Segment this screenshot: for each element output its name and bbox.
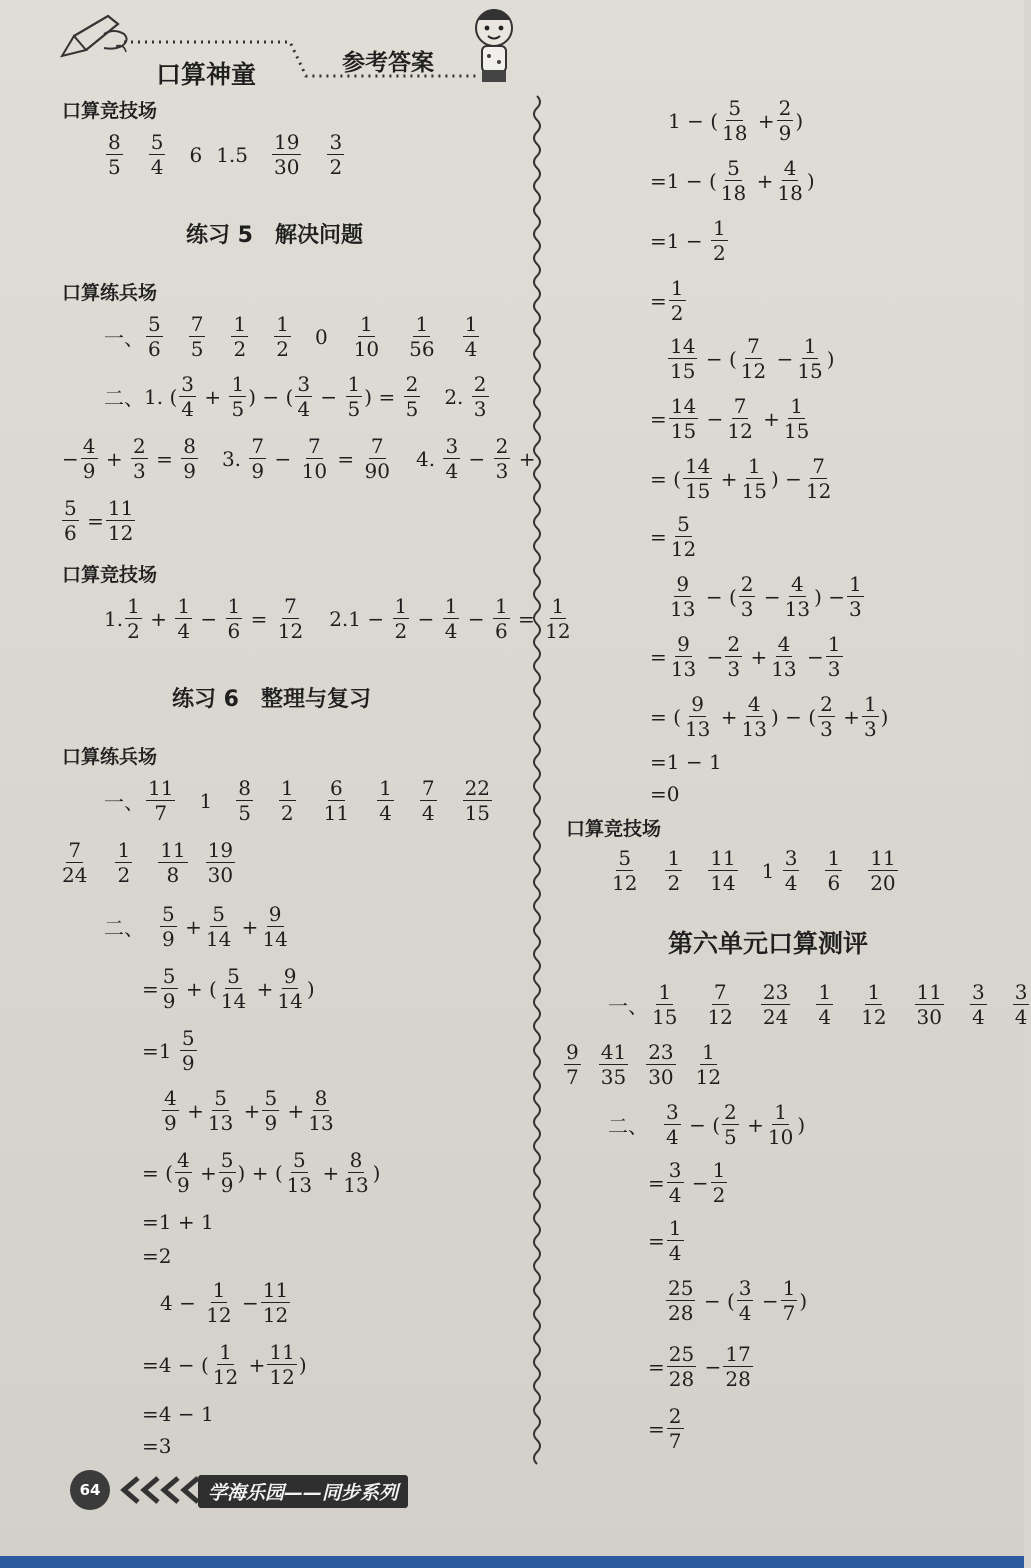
fraction: $\frac{19}{30}$ — [274, 130, 300, 179]
fraction: $\frac{23}{30}$ — [648, 1040, 674, 1089]
fraction: $\frac{11}{12}$ — [262, 1278, 289, 1327]
fraction: $\frac{8}{5}$ — [108, 130, 121, 179]
fraction: $\frac{4}{13}$ — [771, 632, 797, 681]
answer-line — [58, 840, 237, 885]
fraction: $\frac{4}{9}$ — [82, 434, 96, 483]
fraction: $\frac{1}{12}$ — [212, 1340, 239, 1389]
fraction: $\frac{1}{4}$ — [668, 1216, 682, 1265]
answer-line: 二、 1. ( $\frac{3}{4}$ + $\frac{1}{5}$ ) − ( $\frac{3}{4}$ − $\frac{1}{5}$ ) = $\frac{2}{5}$ 2. $\frac{2}{3}$ — [104, 372, 487, 421]
answer-line: $\frac{5}{6}$ = $\frac{11}{12}$ — [64, 496, 134, 545]
header-answers-title: 参考答案 — [342, 50, 434, 76]
fraction: $\frac{5}{9}$ — [264, 1086, 278, 1135]
fraction: $\frac{1}{2}$ — [667, 846, 681, 895]
fraction: $\frac{7}{4}$ — [421, 776, 435, 825]
fraction: $\frac{2}{3}$ — [820, 692, 833, 741]
fraction: $\frac{1}{6}$ — [494, 594, 508, 643]
answer-line: =2 — [142, 1244, 172, 1268]
fraction: $\frac{7}{12}$ — [805, 454, 832, 503]
fraction: $\frac{1}{4}$ — [818, 980, 832, 1029]
answer-line: 二、 $\frac{3}{4}$ − ( $\frac{2}{5}$ + $\frac{1}{10}$ ) — [608, 1100, 806, 1149]
fraction: $\frac{1}{2}$ — [233, 312, 247, 361]
fraction: $\frac{7}{12}$ — [727, 394, 753, 443]
answer-line: = ( $\frac{9}{13}$ + $\frac{4}{13}$ ) − ( $\frac{2}{3}$ + $\frac{1}{3}$ ) — [650, 692, 889, 741]
fraction: $\frac{5}{18}$ — [720, 156, 747, 205]
fraction: $\frac{3}{4}$ — [784, 846, 798, 895]
fraction: $\frac{7}{5}$ — [190, 312, 204, 361]
fraction: $\frac{25}{28}$ — [668, 1276, 694, 1325]
fraction: $\frac{9}{13}$ — [684, 692, 711, 741]
fraction: $\frac{11}{20}$ — [870, 846, 896, 895]
fraction: $\frac{1}{15}$ — [652, 980, 678, 1029]
fraction: $\frac{3}{4}$ — [738, 1276, 752, 1325]
answer-line: =1 + 1 — [142, 1210, 214, 1234]
unit-test-title: 第六单元口算测评 — [668, 929, 869, 958]
fraction: $\frac{1}{56}$ — [409, 312, 435, 361]
fraction: $\frac{11}{14}$ — [710, 846, 736, 895]
fraction: $\frac{5}{13}$ — [207, 1086, 234, 1135]
answer-line: = 4 − ( $\frac{1}{12}$ + $\frac{11}{12}$ ) — [142, 1340, 307, 1389]
fraction: $\frac{3}{4}$ — [181, 372, 194, 421]
fraction: $\frac{4}{13}$ — [784, 572, 811, 621]
fraction: $\frac{23}{24}$ — [762, 980, 789, 1029]
fraction: $\frac{9}{13}$ — [670, 632, 697, 681]
chevrons-left-icon — [116, 1474, 200, 1506]
fraction: $\frac{1}{6}$ — [227, 594, 241, 643]
fraction: $\frac{11}{12}$ — [269, 1340, 295, 1389]
fraction: $\frac{5}{14}$ — [205, 902, 232, 951]
fraction: $\frac{5}{14}$ — [220, 964, 247, 1013]
answer-line: =1 $\frac{5}{9}$ — [142, 1026, 195, 1075]
fraction: $\frac{1}{4}$ — [379, 776, 392, 825]
answer-line: $\frac{25}{28}$ − ( $\frac{3}{4}$ − $\frac{1}{7}$ ) — [668, 1276, 808, 1325]
answer-line: 二、 $\frac{5}{9}$ + $\frac{5}{14}$ + $\frac{9}{14}$ — [104, 902, 288, 951]
fraction: $\frac{5}{9}$ — [220, 1148, 234, 1197]
fraction: $\frac{3}{4}$ — [445, 434, 459, 483]
fraction: $\frac{1}{2}$ — [117, 838, 131, 887]
fraction: $\frac{1}{15}$ — [797, 334, 823, 383]
fraction: $\frac{3}{4}$ — [972, 980, 985, 1029]
fraction: $\frac{1}{2}$ — [712, 1158, 726, 1207]
fraction: $\frac{1}{6}$ — [827, 846, 841, 895]
answer-line — [562, 1042, 725, 1087]
fraction: $\frac{8}{13}$ — [343, 1148, 369, 1197]
answer-line: = $\frac{2}{7}$ — [648, 1404, 682, 1453]
fraction: $\frac{1}{4}$ — [444, 594, 458, 643]
page-number: 64 — [70, 1470, 110, 1510]
fraction: $\frac{25}{28}$ — [668, 1342, 695, 1391]
fraction: $\frac{3}{4}$ — [668, 1158, 682, 1207]
fraction: $\frac{7}{90}$ — [364, 434, 390, 483]
fraction: $\frac{1}{2}$ — [127, 594, 140, 643]
fraction: $\frac{1}{15}$ — [741, 454, 767, 503]
fraction: $\frac{1}{12}$ — [206, 1278, 232, 1327]
fraction: $\frac{5}{9}$ — [162, 902, 175, 951]
answer-line: = $\frac{14}{15}$ − $\frac{7}{12}$ + $\frac{1}{15}$ — [650, 394, 810, 443]
fraction: $\frac{1}{12}$ — [695, 1040, 722, 1089]
fraction: $\frac{14}{15}$ — [670, 334, 696, 383]
answer-line: 1. $\frac{1}{2}$ + $\frac{1}{4}$ − $\frac{1}{6}$ = $\frac{7}{12}$ 2. 1 − $\frac{1}{2}$ − $\frac{1}{4}$ − $\frac{1}{6}$ = $\frac{1}{12}$ — [104, 594, 571, 643]
answer-line: $\frac{5}{12}$ $\frac{1}{2}$ $\frac{11}{14}$ 1 $\frac{3}{4}$ $\frac{1}{6}$ $\frac{11}{20}$ — [612, 846, 896, 895]
fraction: $\frac{7}{12}$ — [740, 334, 767, 383]
answer-line: 一、 $\frac{5}{6}$ $\frac{7}{5}$ $\frac{1}{2}$ $\frac{1}{2}$ 0 $\frac{1}{10}$ $\frac{1}{56}$ $\frac{1}{4}$ — [104, 312, 478, 361]
header-brand: 口算神童 — [156, 60, 257, 89]
fraction: $\frac{2}{3}$ — [495, 434, 509, 483]
fraction: $\frac{1}{3}$ — [849, 572, 862, 621]
answer-line: − $\frac{4}{9}$ + $\frac{2}{3}$ = $\frac{8}{9}$ 3. $\frac{7}{9}$ − $\frac{7}{10}$ = $\frac{7}{90}$ 4. $\frac{3}{4}$ − $\frac{2}{3}$ + — [62, 434, 536, 483]
fraction: $\frac{7}{9}$ — [251, 434, 265, 483]
fraction: $\frac{9}{7}$ — [566, 1040, 579, 1089]
fraction: $\frac{1}{15}$ — [783, 394, 810, 443]
fraction: $\frac{5}{6}$ — [64, 496, 77, 545]
fraction: $\frac{2}{9}$ — [778, 96, 792, 145]
fraction: $\frac{1}{2}$ — [276, 312, 289, 361]
fraction: $\frac{3}{4}$ — [666, 1100, 679, 1149]
fraction: $\frac{7}{10}$ — [301, 434, 328, 483]
answer-line: $\frac{8}{5}$ $\frac{5}{4}$ 6 1.5 $\frac{19}{30}$ $\frac{3}{2}$ — [108, 130, 343, 179]
exercise-title: 练习 6 整理与复习 — [172, 687, 371, 712]
answer-line: = $\frac{3}{4}$ − $\frac{1}{2}$ — [648, 1158, 726, 1207]
answer-line: 4 − $\frac{1}{12}$ − $\frac{11}{12}$ — [160, 1278, 289, 1327]
fraction: $\frac{11}{7}$ — [148, 776, 174, 825]
fraction: $\frac{1}{4}$ — [177, 594, 191, 643]
section-heading: 口算竞技场 — [62, 100, 158, 122]
fraction: $\frac{5}{12}$ — [670, 512, 697, 561]
fraction: $\frac{14}{15}$ — [684, 454, 711, 503]
fraction: $\frac{7}{12}$ — [277, 594, 304, 643]
fraction: $\frac{2}{3}$ — [132, 434, 146, 483]
answer-line: =4 − 1 — [142, 1402, 214, 1426]
fraction: $\frac{1}{2}$ — [670, 276, 684, 325]
answer-line: = $\frac{9}{13}$ − $\frac{2}{3}$ + $\frac{4}{13}$ − $\frac{1}{3}$ — [650, 632, 841, 681]
fraction: $\frac{7}{12}$ — [707, 980, 733, 1029]
answer-line: = $\frac{25}{28}$ − $\frac{17}{28}$ — [648, 1342, 751, 1391]
fraction: $\frac{5}{9}$ — [162, 964, 176, 1013]
fraction: $\frac{1}{3}$ — [863, 692, 877, 741]
fraction: $\frac{4}{13}$ — [741, 692, 767, 741]
answer-line: = 1 − $\frac{1}{2}$ — [650, 216, 726, 265]
fraction: $\frac{3}{4}$ — [1014, 980, 1028, 1029]
cartoon-boy-icon — [466, 4, 522, 88]
fraction: $\frac{1}{4}$ — [464, 312, 478, 361]
fraction: $\frac{9}{14}$ — [277, 964, 303, 1013]
fraction: $\frac{2}{7}$ — [668, 1404, 682, 1453]
fraction: $\frac{11}{8}$ — [160, 838, 186, 887]
fraction: $\frac{3}{2}$ — [329, 130, 343, 179]
fraction: $\frac{11}{12}$ — [107, 496, 134, 545]
fraction: $\frac{1}{2}$ — [712, 216, 726, 265]
answer-line: = $\frac{5}{9}$ + ( $\frac{5}{14}$ + $\frac{9}{14}$ ) — [142, 964, 315, 1013]
bottom-edge-strip — [0, 1556, 1024, 1568]
answer-line: = $\frac{5}{12}$ — [650, 512, 697, 561]
answer-line: =3 — [142, 1434, 172, 1458]
fraction: $\frac{3}{4}$ — [297, 372, 311, 421]
fraction: $\frac{2}{5}$ — [724, 1100, 737, 1149]
fraction: $\frac{9}{14}$ — [262, 902, 288, 951]
fraction: $\frac{41}{35}$ — [600, 1040, 627, 1089]
fraction: $\frac{7}{24}$ — [62, 838, 88, 887]
fraction: $\frac{4}{9}$ — [176, 1148, 190, 1197]
answer-line: =0 — [650, 782, 680, 806]
section-heading: 口算竞技场 — [62, 564, 158, 586]
section-heading: 口算练兵场 — [62, 282, 158, 304]
fraction: $\frac{5}{9}$ — [181, 1026, 195, 1075]
fraction: $\frac{6}{11}$ — [323, 776, 350, 825]
fraction: $\frac{4}{9}$ — [164, 1086, 177, 1135]
fraction: $\frac{5}{13}$ — [286, 1148, 313, 1197]
fraction: $\frac{5}{18}$ — [722, 96, 748, 145]
answer-line: 一、 $\frac{11}{7}$ 1 $\frac{8}{5}$ $\frac{1}{2}$ $\frac{6}{11}$ $\frac{1}{4}$ $\frac{7}{4}$ $\frac{22}{15}$ — [104, 776, 491, 825]
fraction: $\frac{22}{15}$ — [464, 776, 491, 825]
fraction: $\frac{8}{13}$ — [308, 1086, 334, 1135]
answer-line: $\frac{9}{13}$ − ( $\frac{2}{3}$ − $\frac{4}{13}$ ) − $\frac{1}{3}$ — [670, 572, 862, 621]
answer-line: = $\frac{1}{2}$ — [650, 276, 684, 325]
fraction: $\frac{17}{28}$ — [725, 1342, 751, 1391]
fraction: $\frac{8}{9}$ — [183, 434, 196, 483]
fraction: $\frac{5}{4}$ — [150, 130, 164, 179]
section-heading: 口算竞技场 — [566, 818, 662, 840]
answer-line: =1 − 1 — [650, 750, 722, 774]
fraction: $\frac{11}{30}$ — [916, 980, 942, 1029]
column-divider — [528, 96, 546, 1462]
fraction: $\frac{2}{3}$ — [740, 572, 754, 621]
answer-line: = $\frac{1}{4}$ — [648, 1216, 682, 1265]
answer-line: = ( $\frac{14}{15}$ + $\frac{1}{15}$ ) − $\frac{7}{12}$ — [650, 454, 832, 503]
fraction: $\frac{1}{12}$ — [861, 980, 887, 1029]
section-heading: 口算练兵场 — [62, 746, 158, 768]
fraction: $\frac{1}{12}$ — [545, 594, 571, 643]
fraction: $\frac{5}{12}$ — [612, 846, 638, 895]
fraction: $\frac{1}{3}$ — [827, 632, 841, 681]
answer-line: 1 − ( $\frac{5}{18}$ + $\frac{2}{9}$ ) — [668, 96, 804, 145]
answer-line: = ( $\frac{4}{9}$ + $\frac{5}{9}$ ) + ( $\frac{5}{13}$ + $\frac{8}{13}$ ) — [142, 1148, 381, 1197]
answer-line: = 1 − ( $\frac{5}{18}$ + $\frac{4}{18}$ ) — [650, 156, 815, 205]
fraction: $\frac{1}{5}$ — [231, 372, 245, 421]
fraction: $\frac{9}{13}$ — [670, 572, 696, 621]
exercise-title: 练习 5 解决问题 — [186, 223, 363, 248]
fraction: $\frac{19}{30}$ — [207, 838, 234, 887]
answer-line: $\frac{4}{9}$ + $\frac{5}{13}$ + $\frac{5}{9}$ + $\frac{8}{13}$ — [164, 1086, 334, 1135]
fraction: $\frac{5}{6}$ — [148, 312, 161, 361]
answer-line: $\frac{14}{15}$ − ( $\frac{7}{12}$ − $\frac{1}{15}$ ) — [670, 334, 835, 383]
answer-line: 一、 $\frac{1}{15}$ $\frac{7}{12}$ $\frac{23}{24}$ $\frac{1}{4}$ $\frac{1}{12}$ $\frac{11}{30}$ $\frac{3}{4}$ $\frac{3}{4}$ — [608, 980, 1028, 1029]
fraction: $\frac{1}{5}$ — [347, 372, 361, 421]
fraction: $\frac{1}{10}$ — [353, 312, 380, 361]
fraction: $\frac{1}{10}$ — [767, 1100, 794, 1149]
fraction: $\frac{8}{5}$ — [238, 776, 251, 825]
fraction: $\frac{1}{2}$ — [280, 776, 294, 825]
fraction: $\frac{4}{18}$ — [777, 156, 803, 205]
fraction: $\frac{2}{3}$ — [727, 632, 741, 681]
fraction: $\frac{1}{2}$ — [394, 594, 408, 643]
fraction: $\frac{14}{15}$ — [670, 394, 697, 443]
fraction: $\frac{1}{7}$ — [782, 1276, 796, 1325]
fraction: $\frac{2}{5}$ — [405, 372, 419, 421]
fraction: $\frac{2}{3}$ — [473, 372, 487, 421]
series-banner: 学海乐园——同步系列 — [198, 1475, 408, 1508]
